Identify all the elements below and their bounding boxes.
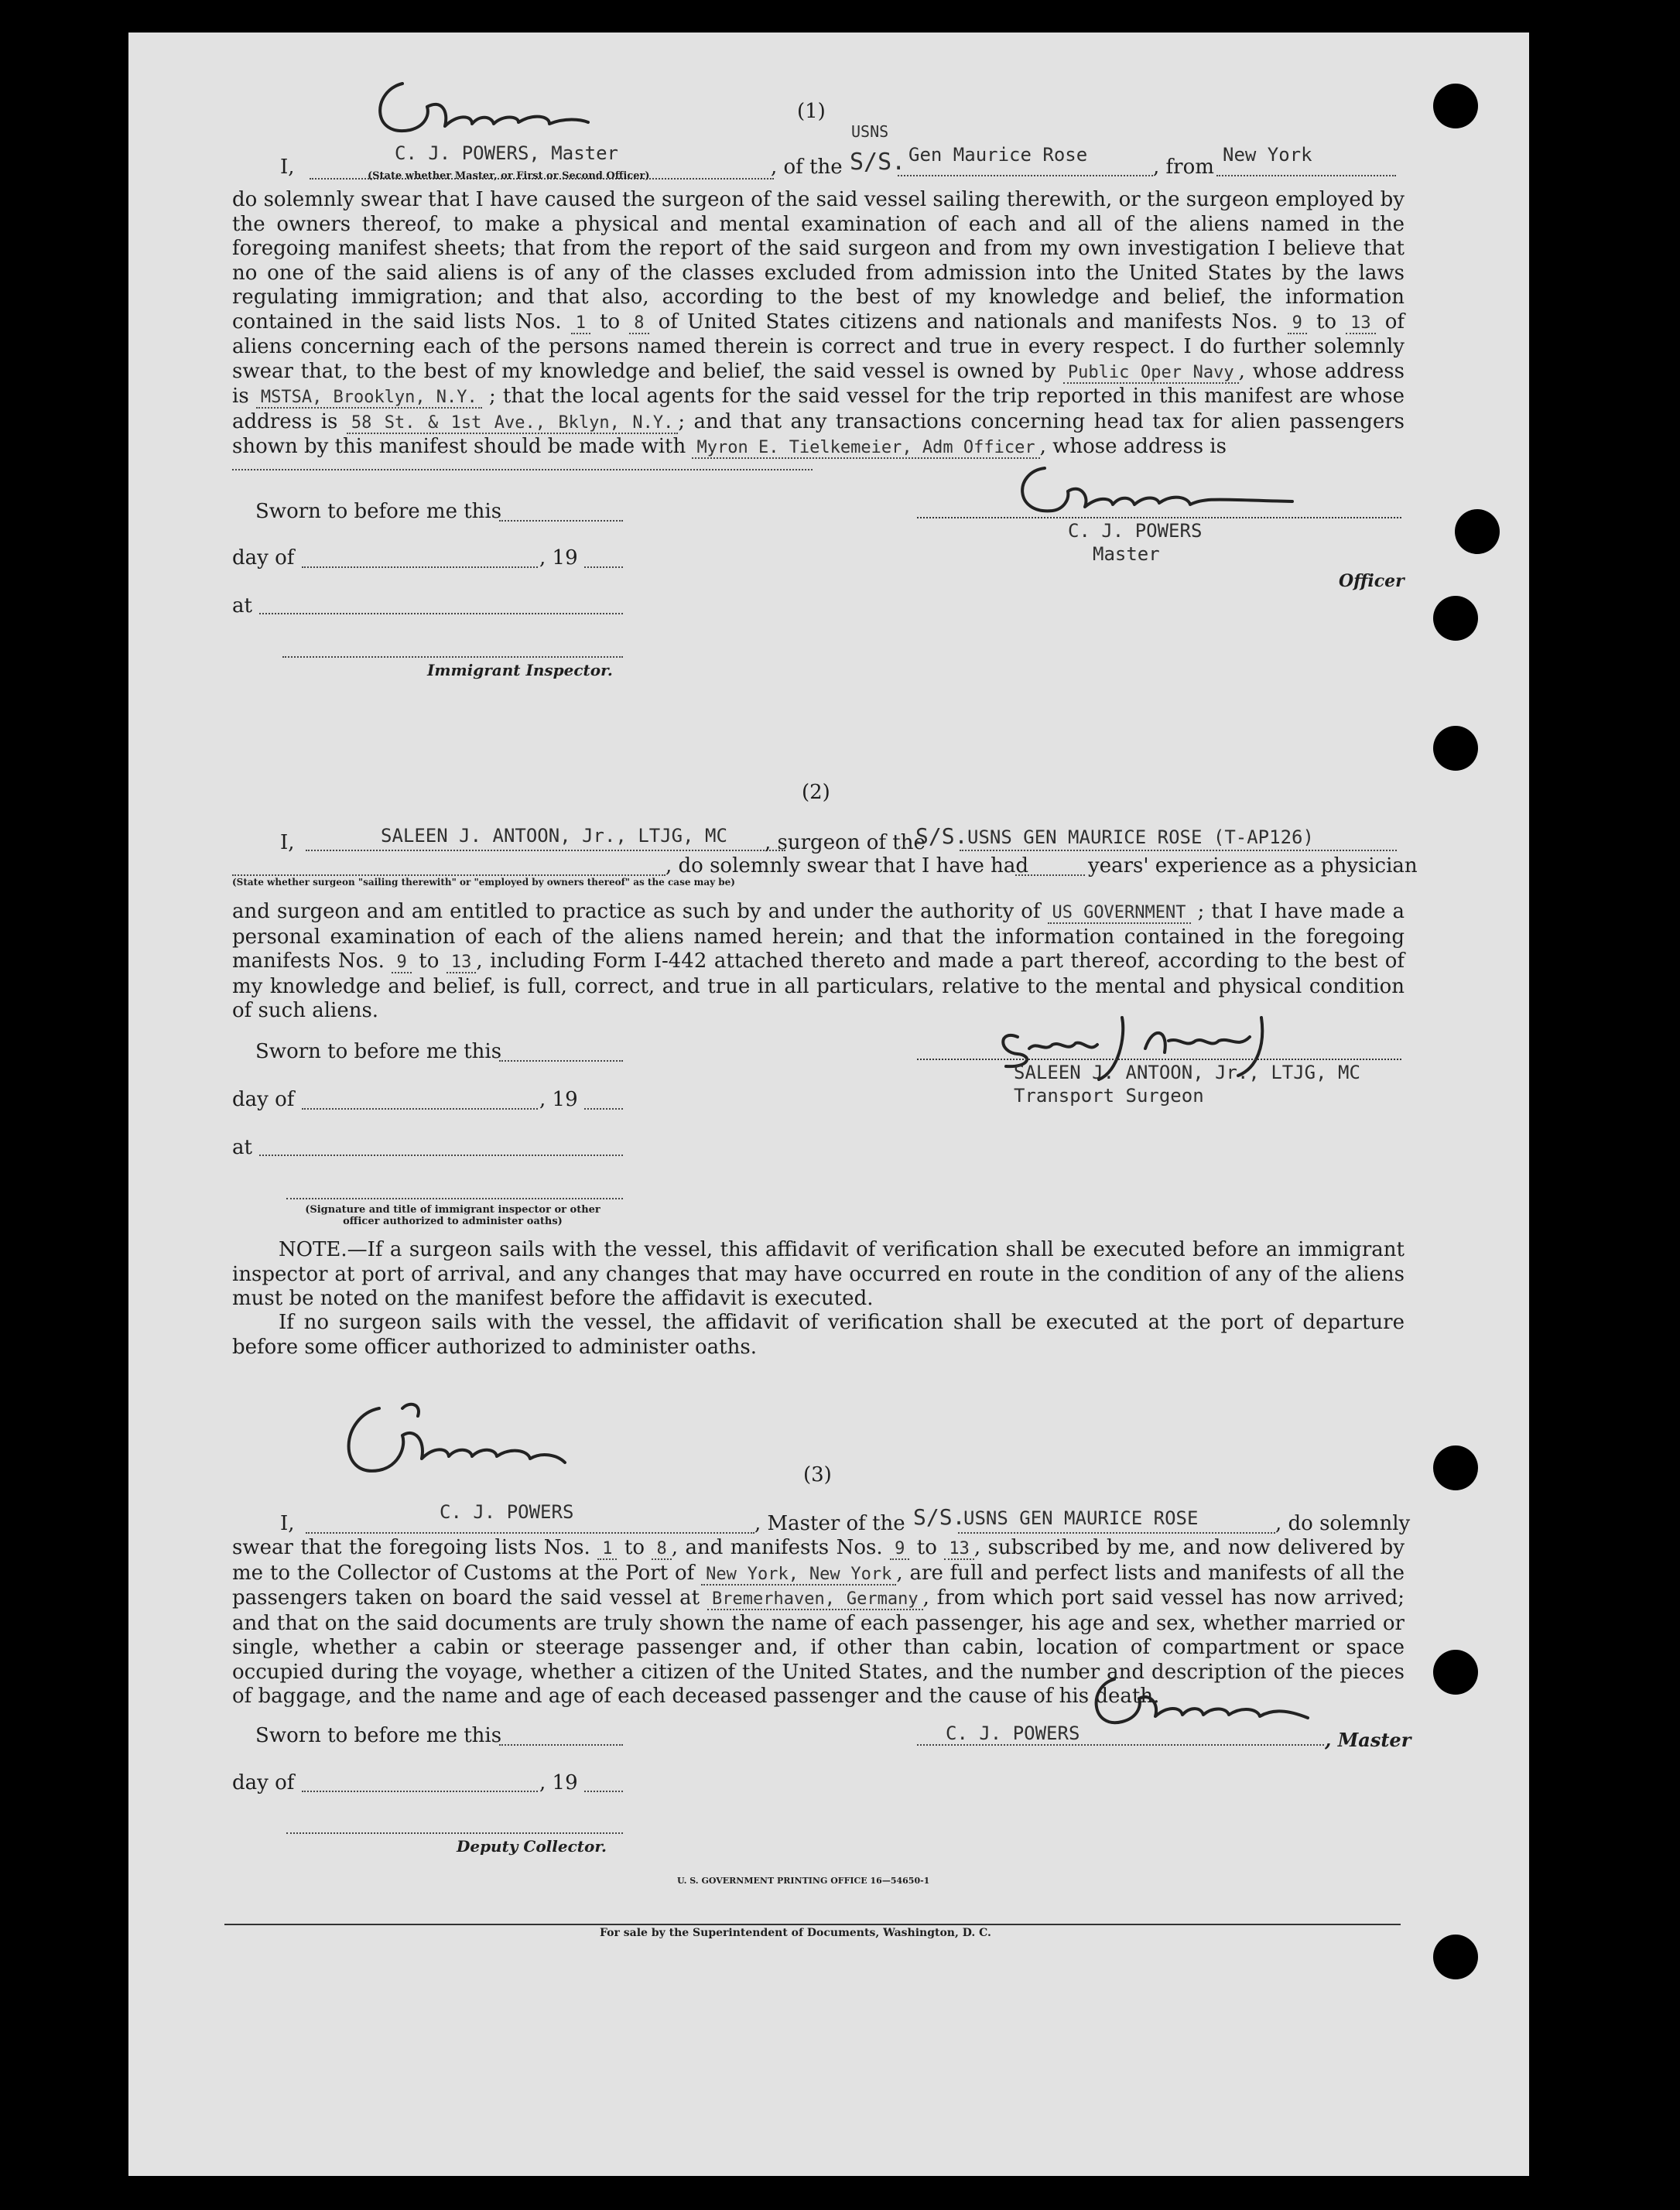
surgeon-caption: (State whether surgeon "sailing therewith" or "employed by owners thereof" as the case may be)	[232, 877, 735, 888]
sale-notice: For sale by the Superintendent of Documents, Washington, D. C.	[600, 1927, 991, 1939]
officer-sig-line	[286, 1198, 623, 1199]
year-line-1	[584, 566, 623, 568]
powers-signature	[356, 68, 650, 153]
at-label-1: at	[232, 594, 252, 618]
day-line-1	[302, 566, 538, 568]
powers-signature-master	[998, 457, 1308, 526]
punch-hole	[1433, 596, 1478, 641]
sworn-line-3	[499, 1744, 623, 1746]
day-of-label-1: day of	[232, 546, 295, 570]
section3-body: swear that the foregoing lists Nos. 1 to 8 , and manifests Nos. 9 to 13 , subscribed by me, and now delivered by me to the Collector of Customs at the Port of New York, New York , are full and perfect lists and manifests of all the passengers taken on board the said vessel at Bremerhaven, Germany , from which port said vessel has now arrived; and that on the said documents are truly shown the name of each passenger, his age and sex, whether married or single, whether a cabin or steerage passenger and, if other than cabin, location of compartment or space occupied during the voyage, whether a citizen of the United States, and the number and description of the pieces of baggage, and the name and age of each deceased passenger and the cause of his death.	[232, 1536, 1405, 1708]
year-line-3	[584, 1791, 623, 1792]
usns-label: USNS	[851, 122, 889, 141]
punch-hole	[1433, 1935, 1478, 1979]
section3-number: (3)	[803, 1463, 832, 1486]
section1-pronoun: I,	[280, 156, 295, 179]
sworn-line-2	[499, 1060, 623, 1062]
punch-hole	[1455, 509, 1500, 554]
day-of-label-2: day of	[232, 1088, 295, 1111]
swear-label-2: , do solemnly swear that I have had	[665, 854, 1029, 878]
ss-mark-2: S/S.	[915, 823, 968, 849]
inspector-caption: Immigrant Inspector.	[427, 661, 613, 679]
master-signer-title: Master	[1093, 543, 1160, 565]
master-signature-line	[917, 517, 1401, 518]
master-name: C. J. POWERS, Master	[395, 142, 618, 164]
section1-number: (1)	[797, 100, 826, 123]
at-line-1	[259, 613, 623, 614]
powers-signature-3	[325, 1385, 635, 1493]
section3-pronoun: I,	[280, 1512, 295, 1535]
master-name-line-3	[306, 1532, 754, 1534]
day-of-label-3: day of	[232, 1771, 295, 1794]
powers-signature-final	[1076, 1664, 1339, 1741]
of-the-label: , of the	[771, 156, 843, 179]
vessel-name-2: USNS GEN MAURICE ROSE (T-AP126)	[967, 826, 1314, 848]
note-paragraph: NOTE.—If a surgeon sails with the vessel, this affidavit of verification shall be executed before an immigrant inspector at port of arrival, and any changes that may have occurred en route in the condition of any of the aliens must be noted on the manifest before the affidavit is executed.	[232, 1238, 1405, 1310]
punch-hole	[1433, 1650, 1478, 1695]
day-line-2	[302, 1108, 538, 1110]
footer-rule	[224, 1924, 1401, 1925]
punch-hole	[1433, 1445, 1478, 1490]
sworn-label-2: Sworn to before me this	[255, 1040, 502, 1063]
vessel-underline	[898, 175, 1153, 176]
master-signer-name: C. J. POWERS	[1068, 520, 1203, 542]
vessel-name-3: USNS GEN MAURICE ROSE	[963, 1507, 1199, 1529]
year-label-2: , 19	[539, 1088, 578, 1111]
year-label-1: , 19	[539, 546, 578, 570]
final-signature-line	[917, 1744, 1324, 1746]
surgeon-signature-line	[917, 1059, 1401, 1060]
ss-mark-3: S/S.	[913, 1504, 966, 1530]
year-line-2	[584, 1108, 623, 1110]
section2-pronoun: I,	[280, 831, 295, 854]
master-name-3: C. J. POWERS	[440, 1501, 574, 1523]
punch-hole	[1433, 726, 1478, 771]
printing-office: U. S. GOVERNMENT PRINTING OFFICE 16—54650-1	[677, 1876, 930, 1886]
ss-mark: S/S.	[850, 149, 906, 176]
vessel-line-3	[958, 1532, 1275, 1534]
surgeon-signer-title: Transport Surgeon	[1014, 1085, 1204, 1107]
solemnly-label: , do solemnly	[1275, 1512, 1411, 1535]
section1-body: do solemnly swear that I have caused the surgeon of the said vessel sailing therewith, or the surgeon employed by the owners thereof, to make a physical and mental examination of each and all of the aliens named in the foregoing manifest sheets; that from the report of the said surgeon and from my own investigation I believe that no one of the said aliens is of any of the classes excluded from admission into the United States by the laws regulating immigration; and that also, according to the best of my knowledge and belief, the information contained in the said lists Nos. 1 to 8 of United States citizens and nationals and manifests Nos. 9 to 13 of aliens concerning each of the persons named therein is correct and true in every respect. I do further solemnly swear that, to the best of my knowledge and belief, the said vessel is owned by Public Oper Navy , whose address is MSTSA, Brooklyn, N.Y. ; that the local agents for the said vessel for the trip reported in this manifest are whose address is 58 St. & 1st Ave., Bklyn, N.Y. ; and that any transactions concerning head tax for alien passengers shown by this manifest should be made with Myron E. Tielkemeier, Adm Officer , whose address is	[232, 188, 1405, 458]
sworn-label-3: Sworn to before me this	[255, 1724, 502, 1747]
surgeon-of-label: , surgeon of the	[765, 831, 926, 854]
vessel-name: Gen Maurice Rose	[908, 144, 1088, 166]
address-line	[232, 469, 813, 470]
collector-caption: Deputy Collector.	[457, 1837, 607, 1856]
section2-number: (2)	[802, 781, 830, 804]
surgeon-name-line	[306, 850, 785, 851]
master-of-label: , Master of the	[754, 1512, 905, 1535]
at-line-2	[259, 1155, 623, 1156]
vessel-line-2	[960, 850, 1397, 851]
inspector-line	[282, 656, 623, 658]
departure-port: New York	[1223, 144, 1312, 166]
years-label: years' experience as a physician	[1088, 854, 1418, 878]
final-signer-title: , Master	[1325, 1729, 1411, 1751]
officer-caption: (Signature and title of immigrant inspector or other officer authorized to administer oaths)	[305, 1204, 600, 1227]
final-signer-name: C. J. POWERS	[946, 1722, 1080, 1744]
collector-line	[286, 1832, 623, 1834]
punch-hole	[1433, 84, 1478, 128]
years-line	[1015, 874, 1085, 876]
at-label-2: at	[232, 1136, 252, 1159]
note-paragraph-2: If no surgeon sails with the vessel, the affidavit of verification shall be executed at the port of departure before some officer authorized to administer oaths.	[232, 1311, 1405, 1359]
sworn-line-1	[499, 520, 623, 522]
surgeon-name: SALEEN J. ANTOON, Jr., LTJG, MC	[381, 825, 727, 847]
surgeon-caption-line	[232, 874, 665, 876]
surgeon-signer-name: SALEEN J. ANTOON, Jr., LTJG, MC	[1014, 1062, 1360, 1083]
officer-label: Officer	[1339, 571, 1405, 591]
section2-body: and surgeon and am entitled to practice as such by and under the authority of US GOVERNMENT ; that I have made a personal examination of each of the aliens named herein; and that the information contained in the foregoing manifests Nos. 9 to 13 , including Form I-442 attached thereto and made a part thereof, according to the best of my knowledge and belief, is full, correct, and true in all particulars, relative to the mental and physical condition of such aliens.	[232, 900, 1405, 1022]
from-label: , from	[1153, 156, 1214, 179]
name-caption: (State whether Master, or First or Second Officer)	[368, 170, 650, 182]
sworn-label-1: Sworn to before me this	[255, 500, 502, 523]
port-underline	[1216, 175, 1396, 176]
day-line-3	[302, 1791, 538, 1792]
year-label-3: , 19	[539, 1771, 578, 1794]
